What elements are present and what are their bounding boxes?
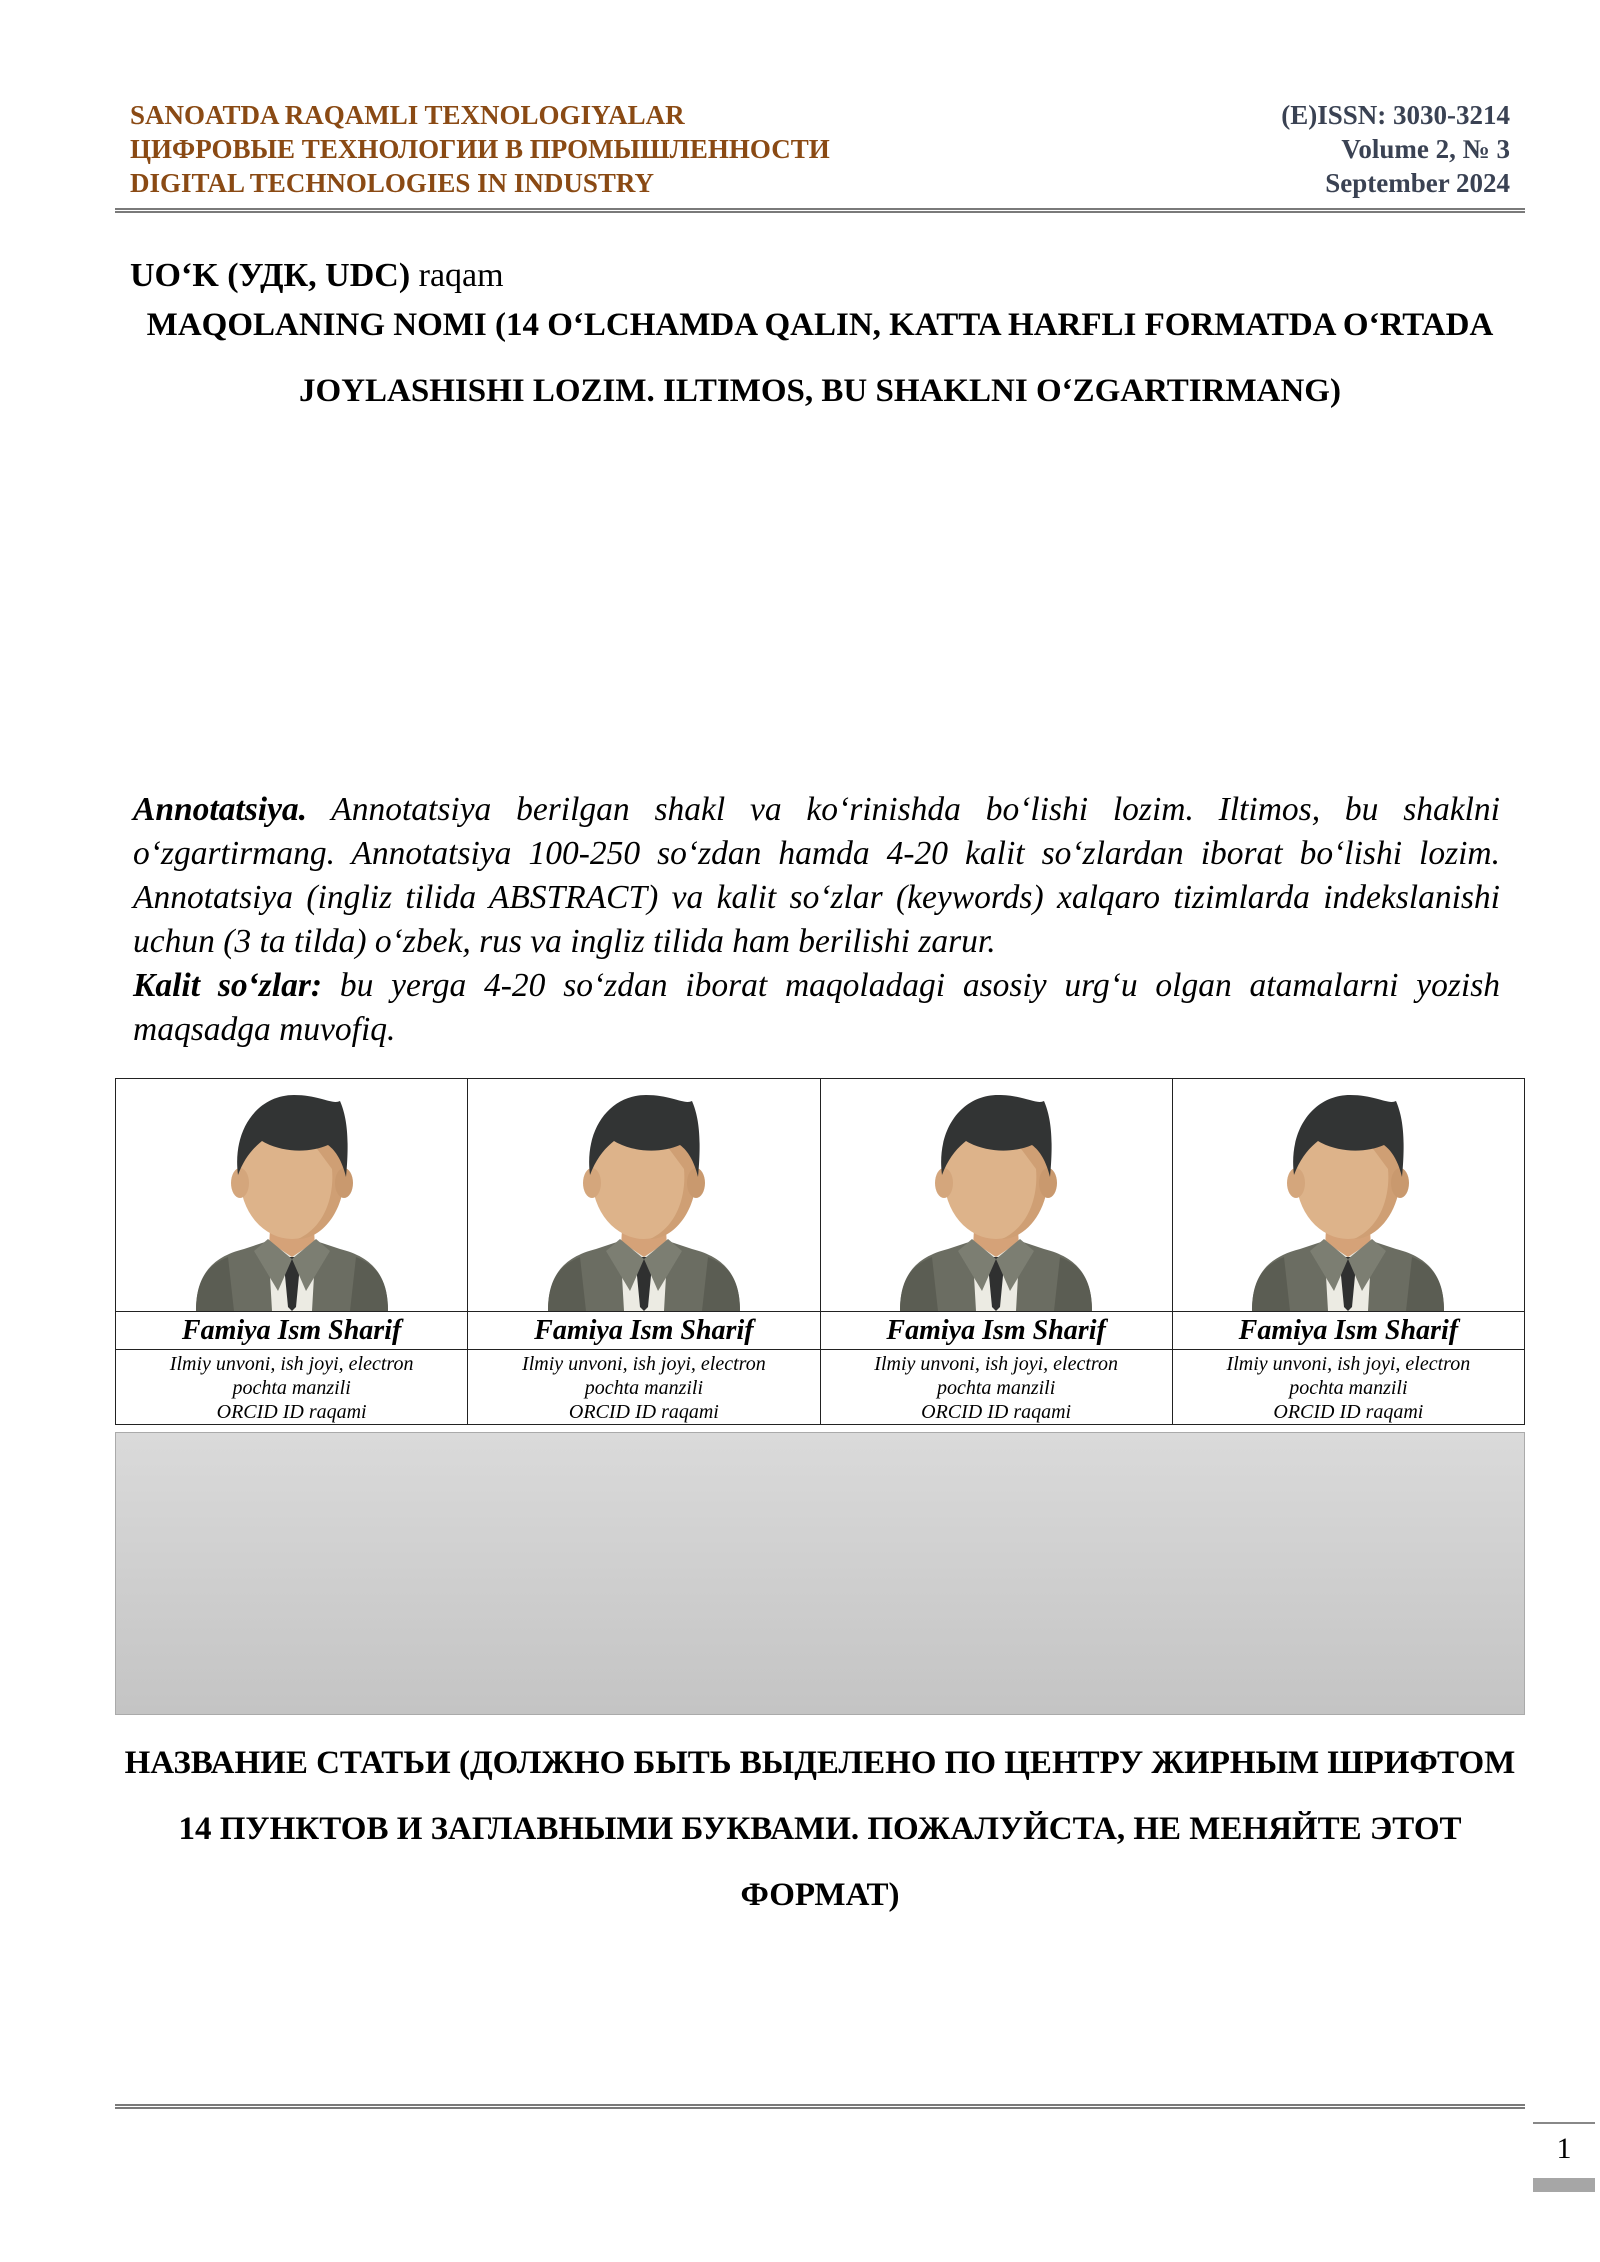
author-name-1: Famiya Ism Sharif xyxy=(116,1312,468,1350)
article-title-ru: НАЗВАНИЕ СТАТЬИ (ДОЛЖНО БЫТЬ ВЫДЕЛЕНО ПО ЦЕНТРУ ЖИРНЫМ ШРИФТОМ 14 ПУНКТОВ И ЗАГЛАВНЫМИ БУКВАМИ. ПОЖАЛУЙСТА, НЕ МЕНЯЙТЕ ЭТОТ ФОРМАТ) xyxy=(124,1745,1516,1913)
author-info-line: Ilmiy unvoni, ish joyi, electron xyxy=(169,1353,414,1375)
author-info-line: Ilmiy unvoni, ish joyi, electron xyxy=(874,1353,1118,1375)
author-photo-1 xyxy=(116,1079,468,1312)
businessman-avatar-icon xyxy=(1238,1079,1458,1311)
annotation-text: Annotatsiya berilgan shakl va ko‘rinishda bo‘lishi lozim. Iltimos, bu shaklni o‘zgartirmang. Annotatsiya 100-250 so‘zdan hamda 4-20 kalit so‘zlardan iborat bo‘lishi lozim. Annotatsiya (ingliz tilida ABSTRACT) va kalit so‘zlar (keywords) xalqaro tizimlarda indekslanishi uchun (3 ta tilda) o‘zbek, rus va ingliz tilida ham berilishi zarur. xyxy=(133,791,1500,960)
author-photo-3 xyxy=(820,1079,1172,1312)
udc-line xyxy=(130,255,504,297)
annotation-paragraph xyxy=(133,788,1500,964)
gray-placeholder-box xyxy=(115,1432,1525,1715)
authors-info-row xyxy=(116,1350,1525,1425)
author-photo-4 xyxy=(1172,1079,1524,1312)
authors-name-row xyxy=(116,1312,1525,1350)
author-info-3 xyxy=(820,1350,1172,1425)
annotation-label: Annotatsiya. xyxy=(133,791,308,828)
header-divider xyxy=(115,208,1525,213)
keywords-label: Kalit so‘zlar: xyxy=(133,967,323,1004)
page-number-bar xyxy=(1533,2178,1595,2192)
author-info-1 xyxy=(116,1350,468,1425)
annotation-block xyxy=(133,788,1500,1052)
issue-date: September 2024 xyxy=(1325,168,1510,198)
author-name-4: Famiya Ism Sharif xyxy=(1172,1312,1524,1350)
issn: (E)ISSN: 3030-3214 xyxy=(1281,100,1510,130)
udc-label: UO‘K (УДК, UDC) xyxy=(130,257,411,294)
journal-header xyxy=(130,98,1510,198)
author-info-line: pochta manzili xyxy=(936,1377,1056,1399)
author-orcid: ORCID ID raqami xyxy=(1273,1401,1424,1423)
author-info-line: pochta manzili xyxy=(584,1377,704,1399)
article-title-uz: MAQOLANING NOMI (14 O‘LCHAMDA QALIN, KATTA HARFLI FORMATDA O‘RTADA JOYLASHISHI LOZIM. ILTIMOS, BU SHAKLNI O‘ZGARTIRMANG) xyxy=(146,307,1494,409)
authors-photo-row xyxy=(116,1079,1525,1312)
journal-title-ru: ЦИФРОВЫЕ ТЕХНОЛОГИИ В ПРОМЫШЛЕННОСТИ xyxy=(130,134,830,164)
footer-divider xyxy=(115,2104,1525,2109)
author-name-2: Famiya Ism Sharif xyxy=(468,1312,820,1350)
author-orcid: ORCID ID raqami xyxy=(216,1401,367,1423)
author-info-line: Ilmiy unvoni, ish joyi, electron xyxy=(522,1353,766,1375)
author-photo-2 xyxy=(468,1079,820,1312)
author-name-3: Famiya Ism Sharif xyxy=(820,1312,1172,1350)
author-info-line: Ilmiy unvoni, ish joyi, electron xyxy=(1226,1353,1471,1375)
keywords-paragraph xyxy=(133,964,1500,1052)
author-info-line: pochta manzili xyxy=(1289,1377,1408,1399)
udc-number-placeholder: raqam xyxy=(410,257,504,294)
journal-title-en: DIGITAL TECHNOLOGIES IN INDUSTRY xyxy=(130,168,654,198)
journal-meta-block xyxy=(1281,98,1510,200)
keywords-text: bu yerga 4-20 so‘zdan iborat maqoladagi asosiy urg‘u olgan atamalarni yozish maqsadga muvofiq. xyxy=(133,967,1500,1048)
journal-title-uz: SANOATDA RAQAMLI TEXNOLOGIYALAR xyxy=(130,100,685,130)
author-orcid: ORCID ID raqami xyxy=(921,1401,1072,1423)
authors-table xyxy=(115,1078,1525,1425)
volume-issue: Volume 2, № 3 xyxy=(1341,134,1510,164)
journal-title-block xyxy=(130,98,830,200)
author-orcid: ORCID ID raqami xyxy=(568,1401,719,1423)
businessman-avatar-icon xyxy=(886,1079,1106,1311)
businessman-avatar-icon xyxy=(182,1079,402,1311)
businessman-avatar-icon xyxy=(534,1079,754,1311)
author-info-2 xyxy=(468,1350,820,1425)
author-info-4 xyxy=(1172,1350,1524,1425)
author-info-line: pochta manzili xyxy=(232,1377,351,1399)
page-number: 1 xyxy=(1533,2122,1595,2174)
